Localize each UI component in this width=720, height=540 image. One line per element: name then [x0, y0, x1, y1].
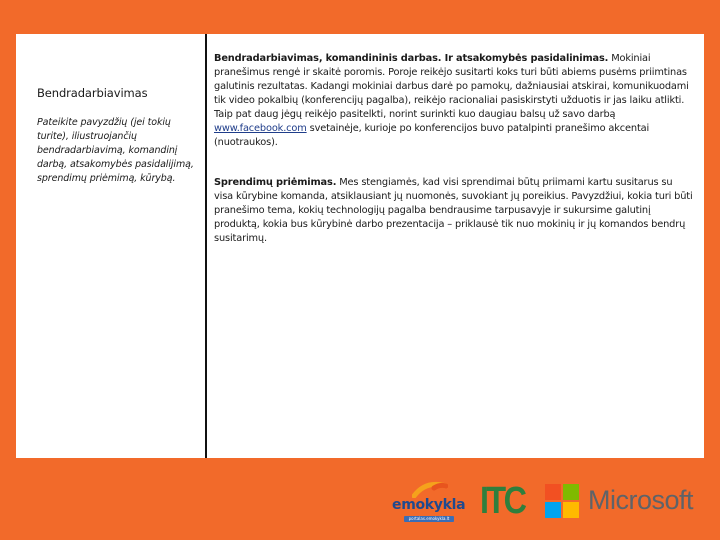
- paragraph-decisions-text: Mes stengiamės, kad visi sprendimai būtų priimami kartu susitarus su visa kūrybine komanda, atsiklausiant jų nuomonės, suvokiant jų poreikius. Pavyzdžiui, kokia turi būti pranešimo tema, kokių technologijų pagalba bendrausime tarpusavyje ir sukursime galutinį produktą, kokia bus kūrybinė darbo prezentacija – priklausė tik nuo mokinių ir jų komandos bendrų susitarimų.: [214, 177, 693, 244]
- paragraph-decisions: [214, 176, 694, 246]
- paragraph-decisions-heading: Sprendimų priėmimas.: [214, 177, 337, 188]
- microsoft-wordmark: Microsoft: [588, 485, 694, 515]
- column-divider: [205, 34, 207, 458]
- left-title: Bendradarbiavimas: [37, 86, 148, 100]
- itc-logo: ITC: [480, 480, 525, 522]
- right-column: [214, 52, 694, 246]
- paragraph-collaboration-heading: Bendradarbiavimas, komandininis darbas. Ir atsakomybės pasidalinimas.: [214, 53, 609, 64]
- paragraph-collaboration-text-end: svetainėje, kurioje po konferencijos buvo patalpinti pranešimo akcentai (nuotraukos).: [214, 123, 650, 148]
- sponsor-logos: [390, 478, 710, 528]
- emokykla-wordmark: emokykla: [392, 497, 466, 513]
- emokykla-subtitle: portalas.emokykla.lt: [404, 516, 454, 522]
- emokykla-swoosh-icon: [412, 480, 448, 498]
- paragraph-collaboration-text: Mokiniai pranešimus rengė ir skaitė poromis. Poroje reikėjo susitarti koks turi būti abiems pusėms priimtinas galutinis rezultatas. Kadangi mokiniai darbus darė po pamokų, dažniausiai atskirai, komunikuodami tik video pokalbių (konferencijų pagalba), reikėjo racionaliai pasiskirstyti užduotis ir jas laiku atlikti. Taip pat daug jėgų reikėjo pasitelkti, norint surinkti kuo daugiau balsų už savo darbą: [214, 53, 689, 120]
- emokykla-logo: [390, 480, 466, 526]
- paragraph-collaboration: [214, 52, 694, 150]
- facebook-link[interactable]: www.facebook.com: [214, 123, 307, 134]
- left-instruction: Pateikite pavyzdžių (jei tokių turite), iliustruojančių bendradarbiavimą, komandinį darbą, atsakomybės pasidalijimą, sprendimų priėmimą, kūrybą.: [37, 117, 194, 184]
- microsoft-squares-icon: [545, 484, 579, 518]
- left-column: [37, 86, 199, 186]
